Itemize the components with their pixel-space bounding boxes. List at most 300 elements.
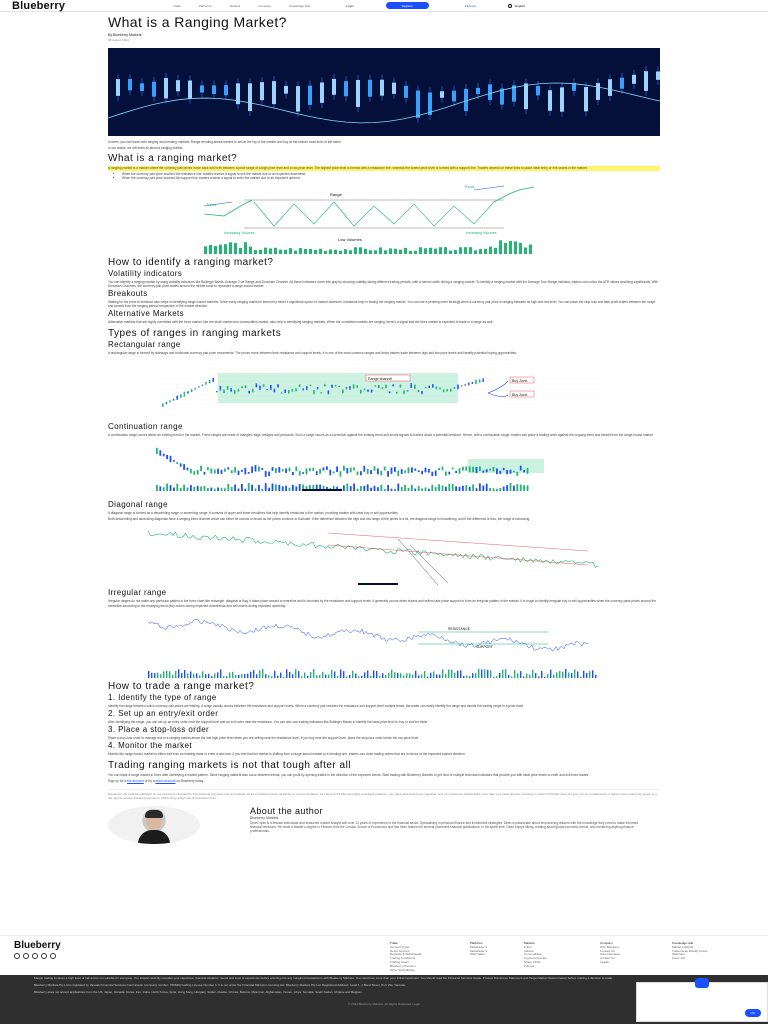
- volume-bar: [247, 674, 248, 678]
- candle: [443, 389, 445, 392]
- volume-bar: [454, 250, 457, 254]
- live-account-link[interactable]: live account: [126, 778, 144, 783]
- candle: [316, 471, 318, 475]
- candle: [238, 471, 240, 475]
- volume-bar: [314, 249, 317, 253]
- signup-prefix: Sign up for a: [108, 778, 127, 783]
- hero-candle: [476, 88, 480, 94]
- facebook-icon[interactable]: [14, 953, 20, 959]
- candle: [338, 386, 340, 387]
- candle: [244, 468, 246, 474]
- volume-bar: [187, 673, 188, 678]
- volume-bar: [253, 670, 254, 678]
- volume-bar: [469, 676, 470, 678]
- volume-bar: [387, 485, 389, 491]
- volume-bar: [412, 674, 413, 677]
- volume-bar: [190, 485, 192, 491]
- volume-bar: [258, 485, 260, 491]
- footer-link[interactable]: Trading Conditions: [390, 956, 416, 961]
- article: [108, 15, 660, 844]
- candle: [493, 467, 495, 471]
- volume-bar: [184, 670, 185, 678]
- volume-bar: [529, 674, 530, 677]
- heading-step-4: 4. Monitor the market: [108, 741, 192, 751]
- volume-bar: [478, 669, 479, 678]
- volume-bar: [382, 673, 383, 678]
- candle: [295, 467, 297, 472]
- hero-candle: [560, 87, 564, 111]
- volume-bar: [589, 671, 590, 678]
- volume-bar: [586, 673, 587, 678]
- candle: [486, 469, 488, 472]
- candle: [465, 466, 467, 470]
- range-diagram-svg: [108, 184, 660, 254]
- candle: [289, 468, 291, 472]
- nav-company[interactable]: Company: [258, 3, 272, 8]
- volume-bar: [474, 250, 477, 254]
- nav-markets[interactable]: Markets: [229, 3, 241, 8]
- footer-link[interactable]: Other Subsidiaries: [390, 967, 415, 972]
- footer-link[interactable]: Trading Hours: [390, 959, 409, 964]
- volume-bar: [169, 671, 170, 678]
- volume-bar: [369, 250, 372, 254]
- legal-text: Margin trading involves a high level of risk and is not suitable for everyone. You should carefully consider your objectives, financial situation, needs and level of experience before entering into any margined transactions with Blueberry Markets. You could lose more than your initial investment. You should read the Financial Services Guide, Product Disclosure Statement and Target Market Determination before making a decision to trade.: [34, 976, 613, 980]
- candle: [489, 469, 491, 471]
- candle: [248, 391, 250, 394]
- volume-bar: [352, 671, 353, 678]
- volume-bar: [367, 670, 368, 678]
- volume-bar: [455, 486, 457, 491]
- candle: [209, 380, 211, 383]
- candle: [156, 448, 158, 454]
- volume-bar: [354, 247, 357, 254]
- candle: [387, 471, 389, 477]
- footer-link[interactable]: WebTrader: [470, 952, 485, 957]
- volume-bar: [457, 671, 458, 678]
- hero-candle: [524, 83, 528, 109]
- label-support: SUPPORT: [476, 644, 493, 649]
- footer-link[interactable]: Futures: [524, 963, 535, 968]
- candle: [377, 469, 379, 475]
- cookie-icon: [695, 978, 709, 988]
- candle: [263, 384, 265, 387]
- volume-bar: [268, 488, 270, 491]
- nav-knowledge-hub[interactable]: Knowledge Hub: [289, 3, 311, 8]
- volume-bar: [556, 672, 557, 678]
- volume-bar: [256, 674, 257, 678]
- volume-bar: [214, 673, 215, 678]
- candle: [163, 454, 165, 457]
- volume-bar: [264, 247, 267, 253]
- volume-bar: [532, 670, 533, 678]
- label-trend-left: Trend: [206, 201, 217, 207]
- volume-bar: [419, 247, 422, 254]
- volume-bar: [505, 669, 506, 678]
- continuation-chart: [108, 441, 660, 499]
- candle: [224, 469, 226, 472]
- author-box: [108, 806, 660, 844]
- candle: [346, 468, 348, 473]
- volume-bar: [425, 488, 427, 492]
- candle: [349, 386, 351, 390]
- volume-bar: [199, 675, 200, 678]
- volume-bar: [553, 675, 554, 678]
- nav-trade[interactable]: Trade: [173, 3, 181, 8]
- footer-link[interactable]: Why Blueberry: [600, 944, 620, 949]
- volume-bar: [499, 673, 500, 678]
- volume-bar: [207, 488, 209, 491]
- demo-account-link[interactable]: demo account: [155, 778, 176, 783]
- volume-bar: [224, 488, 226, 491]
- volume-bar: [280, 672, 281, 677]
- volume-bar: [454, 673, 455, 678]
- volume-bar: [571, 673, 572, 678]
- heading-identify: How to identify a ranging market?: [108, 256, 274, 268]
- article-byline: By Blueberry Markets: [108, 33, 142, 37]
- volume-bar: [513, 486, 515, 491]
- footer-link[interactable]: Deposits & Withdrawals: [390, 952, 422, 957]
- footer-link[interactable]: Market Analysis: [672, 944, 694, 949]
- volume-bar: [544, 677, 545, 678]
- volume-bar: [172, 675, 173, 678]
- footer-link[interactable]: Metatrader 5: [470, 948, 488, 953]
- volume-bar: [489, 488, 491, 491]
- footer-link[interactable]: Account Types: [390, 944, 410, 949]
- list-item: • When the currency pair price touches the support line, traders receive a signal to enter the market due to an expected uptrend.: [122, 176, 660, 180]
- candle: [374, 385, 376, 386]
- volume-bar: [397, 673, 398, 678]
- heading-step-3: 3. Place a stop-loss order: [108, 725, 210, 735]
- candle: [309, 468, 311, 471]
- volume-bar: [231, 487, 233, 491]
- instagram-icon[interactable]: [32, 953, 38, 959]
- candle: [176, 396, 178, 400]
- conclusion-paragraph: You can trade a range market in forex after identifying a market pattern. Since ranging markets also occur between trends, you can profit by opening trades in the direction of the expected trends. Start trading with Blueberry Markets to get hold of multiple technical indicators that provide you with ideal price levels to enter and exit forex trades.: [108, 772, 590, 777]
- volume-bar: [592, 670, 593, 678]
- list-item: • When the currency pair price touches the resistance line, traders receive a signal to exit the market due to an expected downtrend.: [122, 172, 660, 176]
- footer-link[interactable]: Forex 101: [672, 956, 686, 961]
- volume-bar: [433, 671, 434, 678]
- footer-link[interactable]: Commodities: [524, 952, 542, 957]
- volume-bar: [499, 488, 501, 491]
- volume-bar: [166, 671, 167, 678]
- footer-link[interactable]: Client Reviews: [600, 952, 620, 957]
- volume-bar: [241, 674, 242, 678]
- candle: [506, 470, 508, 474]
- footer-link[interactable]: Contact Us: [600, 948, 615, 953]
- candle: [385, 384, 387, 388]
- candle: [266, 389, 268, 390]
- candle: [216, 391, 218, 392]
- footer-link[interactable]: Contact Us: [600, 956, 615, 961]
- volume-bar: [449, 250, 452, 253]
- volume-bar: [310, 672, 311, 678]
- candle: [241, 470, 243, 472]
- volume-bar: [234, 485, 236, 491]
- footer-link[interactable]: Metatrader 4: [470, 944, 488, 949]
- hero-candle: [584, 87, 588, 111]
- volume-bar: [239, 247, 242, 253]
- volume-bar: [448, 484, 450, 491]
- label-range-channel: Range channel: [368, 376, 393, 381]
- alternative-paragraph: Alternative markets that are highly correlated with the forex market, like the stock market and commodities market, also help in identifying ranging markets. When the correlated markets are ranging, there's a signal that the forex market is expected to trade in a range as well.: [108, 320, 494, 325]
- volume-bar: [523, 676, 524, 677]
- linkedin-icon[interactable]: [41, 953, 47, 959]
- rectangular-chart: [108, 359, 660, 421]
- cookie-banner: [636, 982, 768, 1022]
- footer-link[interactable]: Webinars: [672, 952, 685, 957]
- volume-bar: [209, 245, 212, 254]
- heading-rectangular: Rectangular range: [108, 339, 181, 349]
- volume-bar: [358, 676, 359, 678]
- footer-link[interactable]: Trade Ideas Weekly Focus: [672, 948, 708, 953]
- candle: [324, 384, 326, 387]
- candle: [479, 466, 481, 471]
- candle: [371, 389, 373, 392]
- volume-bar: [427, 676, 428, 677]
- candle: [428, 469, 430, 473]
- volume-bar: [469, 247, 472, 254]
- volume-bar: [175, 671, 176, 678]
- volume-bar: [431, 485, 433, 491]
- hero-candle: [260, 82, 264, 100]
- candle: [432, 384, 434, 388]
- rectangular-paragraph: A rectangular range is formed by sideways and horizontal currency pair price movements. The prices move between their resistance and support levels. It is one of the most common ranges and helps traders trade between high and low price levels and identify potential buying opportunities.: [108, 350, 517, 355]
- footer-link[interactable]: Blueberry Premium: [390, 963, 416, 968]
- candle: [461, 385, 463, 386]
- volume-bar: [400, 673, 401, 678]
- candle: [184, 392, 186, 397]
- volume-bar: [349, 675, 350, 678]
- candle: [380, 471, 382, 475]
- volume-bar: [249, 246, 252, 253]
- footer-column-heading: Knowledge Hub: [672, 941, 694, 945]
- volume-bar: [274, 670, 275, 677]
- volume-bar: [476, 488, 478, 491]
- footer-link[interactable]: Cryptocurrencies: [524, 956, 547, 961]
- volume-bar: [289, 672, 290, 678]
- footer-logo[interactable]: Blueberry: [14, 940, 61, 951]
- volume-bar: [370, 488, 372, 491]
- register-button[interactable]: Register: [386, 2, 429, 9]
- volume-bar: [343, 671, 344, 678]
- candle: [328, 390, 330, 394]
- volume-bar: [176, 484, 178, 491]
- candle: [431, 472, 433, 476]
- volume-bar: [429, 247, 432, 253]
- volume-bar: [452, 484, 454, 491]
- candle: [251, 466, 253, 472]
- volume-bar: [504, 242, 507, 253]
- candle: [193, 471, 195, 475]
- hero-candle: [344, 81, 348, 96]
- volume-bar: [214, 489, 216, 491]
- candle: [270, 385, 272, 390]
- language-selector[interactable]: [508, 4, 525, 8]
- twitter-icon[interactable]: [23, 953, 29, 959]
- candle: [306, 386, 308, 390]
- volume-bar: [217, 488, 219, 492]
- footer-link[interactable]: Share CFDs: [524, 959, 541, 964]
- hero-candle: [440, 91, 444, 98]
- candle: [472, 467, 474, 473]
- rectangular-chart-svg: [108, 359, 660, 421]
- label-range: Range: [330, 191, 342, 197]
- footer-link[interactable]: Legals: [600, 959, 609, 964]
- candle: [288, 390, 290, 393]
- volume-bar: [292, 485, 294, 491]
- candle: [428, 385, 430, 387]
- volume-bar: [229, 672, 230, 677]
- candle: [350, 468, 352, 473]
- volume-bar: [444, 247, 447, 254]
- volume-bar: [418, 486, 420, 491]
- candle: [248, 472, 250, 474]
- diagonal-chart-svg: [108, 525, 660, 587]
- volume-bar: [385, 675, 386, 678]
- volume-bar: [339, 251, 342, 254]
- candle: [389, 391, 391, 393]
- hero-candle: [392, 83, 396, 94]
- candle: [166, 455, 168, 459]
- hero-candle: [308, 86, 312, 105]
- hero-candle: [224, 85, 228, 95]
- volume-bar: [414, 489, 416, 491]
- volume-bar: [384, 489, 386, 491]
- footer-column: [390, 942, 422, 972]
- label-sell-zone: Buy Zone: [512, 392, 528, 397]
- volume-bar: [238, 675, 239, 678]
- nav-platforms[interactable]: Platforms: [198, 3, 212, 8]
- candle: [261, 468, 263, 470]
- main-nav: [173, 4, 310, 8]
- volume-bar: [510, 483, 512, 491]
- volume-bar: [399, 249, 402, 253]
- login-link[interactable]: Login: [346, 3, 354, 8]
- volume-bar: [282, 486, 284, 491]
- volume-bar: [299, 484, 301, 491]
- candle: [292, 389, 294, 392]
- candle: [310, 384, 312, 385]
- volume-bar: [180, 488, 182, 491]
- heading-breakouts: Breakouts: [108, 289, 148, 299]
- candle: [292, 472, 294, 475]
- footer-link[interactable]: Indices: [524, 948, 534, 953]
- candle: [340, 471, 342, 476]
- candle: [320, 392, 322, 393]
- volume-bar: [210, 488, 212, 491]
- volume-bar: [241, 484, 243, 491]
- candle: [353, 384, 355, 388]
- volume-bar: [451, 670, 452, 678]
- volume-bar: [154, 673, 155, 678]
- footer-link[interactable]: Forex: [524, 944, 532, 949]
- volume-bar: [509, 241, 512, 254]
- candle: [299, 384, 301, 386]
- continuation-chart-svg: [108, 441, 660, 499]
- heading-step-2: 2. Set up an entry/exit order: [108, 709, 219, 719]
- candle: [220, 386, 222, 390]
- candle: [231, 470, 233, 473]
- volume-bar: [307, 676, 308, 678]
- candle: [272, 467, 274, 471]
- volume-bar: [520, 671, 521, 678]
- candle: [392, 384, 394, 386]
- candle: [364, 388, 366, 390]
- candle: [464, 384, 466, 385]
- candle: [275, 468, 277, 473]
- volume-bar: [418, 675, 419, 678]
- volume-bar: [482, 486, 484, 492]
- hero-candle: [320, 82, 324, 102]
- cookie-ok-button[interactable]: OK: [745, 1009, 761, 1017]
- volume-bar: [205, 674, 206, 678]
- volume-bar: [223, 676, 224, 678]
- volume-bar: [219, 244, 222, 253]
- candle: [187, 391, 189, 393]
- youtube-icon[interactable]: [50, 953, 56, 959]
- volume-bar: [404, 485, 406, 491]
- candle: [516, 472, 518, 476]
- volume-bar: [183, 485, 185, 491]
- candle: [295, 388, 297, 391]
- volume-bar: [324, 251, 327, 254]
- candle: [207, 467, 209, 470]
- candle: [394, 467, 396, 472]
- footer-link[interactable]: Demo Account: [390, 948, 410, 953]
- candle: [312, 468, 314, 471]
- volume-bar: [466, 675, 467, 678]
- volume-bar: [350, 486, 352, 491]
- hero-candle: [284, 86, 288, 94]
- continuation-paragraph: A continuation range occurs within an existing trend in the market. These ranges are made of triangles, flags, wedges and pennants. Such a range occurs as a correction against the existing trend and sends signals to traders about a potential breakout. Hence, with a continuation range, traders can place a trading order against the ongoing trend and benefit from the range-bound market.: [108, 432, 654, 437]
- candle: [396, 392, 398, 394]
- author-bio: Dean Hyde is a finance enthusiast and seasoned market analyst with over 12 years of experience in the financial sector. Specialising in personal finance and investment strategies, Dean is passionate about empowering readers with the knowledge they need to make informed financial decisions. He holds a Master's degree in Finance from the London School of Economics and has been featured in several prominent financial publications. In his spare time, Dean enjoys hiking, reading about global economic trends, and mentoring aspiring finance professionals.: [250, 821, 639, 834]
- label-buy-zone: Buy Zone: [512, 378, 528, 383]
- volume-bar: [346, 484, 348, 491]
- heading-types: Types of ranges in ranging markets: [108, 327, 282, 339]
- volume-bar: [414, 250, 417, 253]
- language-label: English: [515, 3, 525, 8]
- copyright: © 2024 Blueberry Markets. All Rights Reserved. Legal: [348, 1002, 420, 1006]
- volume-bar: [289, 488, 291, 491]
- hero-candle: [488, 84, 492, 100]
- volatility-paragraph: You can identify a ranging market by using volatility indicators like Bollinger Bands, Average True Range and Donchian Channel. All these indicators come into play by showing volatility during different trading periods, with a narrow width during a ranging market. To identify a ranging market with the Average True Range indicator, traders can notice the ATR values declining significantly. With Donchian Channels, the currency pair price trades around the middle band to represent a range-bound market.: [108, 279, 659, 288]
- candle: [230, 388, 232, 392]
- candle: [370, 470, 372, 474]
- volume-bar: [409, 251, 412, 254]
- candle: [448, 472, 450, 475]
- volume-bar: [166, 484, 168, 491]
- volume-bar: [394, 248, 397, 253]
- volume-bar: [244, 242, 247, 254]
- hero-candle: [368, 80, 372, 97]
- volume-bar: [160, 674, 161, 678]
- partners-link[interactable]: Partners: [464, 3, 477, 8]
- volume-bar: [268, 675, 269, 678]
- hero-candle: [272, 81, 276, 104]
- candle: [360, 471, 362, 475]
- volume-bar: [211, 676, 212, 678]
- candle: [503, 468, 505, 470]
- candle: [442, 467, 444, 471]
- volume-bar: [529, 244, 532, 254]
- volume-bar: [379, 247, 382, 254]
- candle: [403, 390, 405, 394]
- brand-logo[interactable]: Blueberry: [12, 0, 66, 12]
- volume-bar: [294, 250, 297, 253]
- volume-bar: [363, 486, 365, 491]
